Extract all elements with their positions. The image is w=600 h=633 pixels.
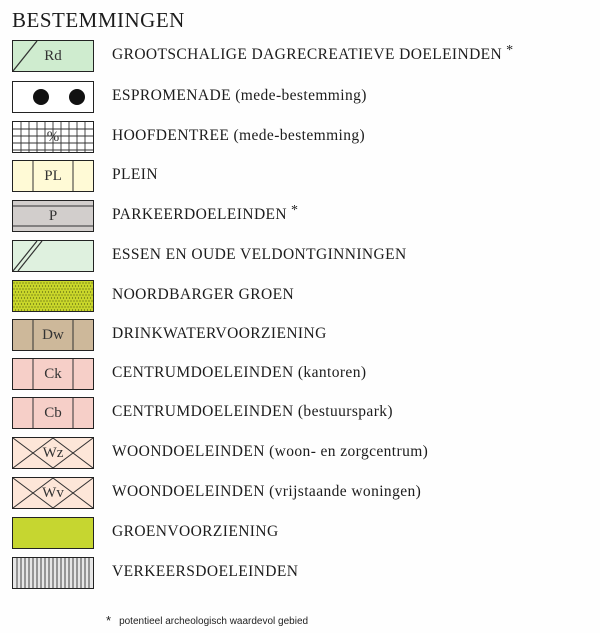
archaeology-asterisk: *	[506, 43, 514, 58]
legend-label	[112, 246, 407, 264]
legend-label	[112, 403, 393, 421]
legend-row	[12, 437, 592, 471]
legend-label	[112, 166, 158, 184]
legend-label-text: GROOTSCHALIGE DAGRECREATIEVE DOELEINDEN	[112, 46, 503, 63]
legend-label	[112, 286, 294, 304]
swatch-code: Cb	[44, 405, 62, 421]
legend-label	[112, 127, 365, 145]
legend-row	[12, 358, 592, 392]
swatch-code: PL	[44, 168, 62, 184]
legend-row	[12, 40, 592, 74]
swatch-pattern-icon	[13, 558, 93, 588]
legend-label-text: VERKEERSDOELEINDEN	[112, 563, 299, 580]
legend-swatch	[12, 200, 94, 232]
legend-label-text: HOOFDENTREE (mede-bestemming)	[112, 127, 366, 144]
legend-label-text: ESSEN EN OUDE VELDONTGINNINGEN	[112, 246, 407, 263]
swatch-code: Ck	[44, 366, 62, 382]
legend-swatch	[12, 477, 94, 509]
legend-label-text: WOONDOELEINDEN (woon- en zorgcentrum)	[112, 443, 429, 460]
legend-row	[12, 240, 592, 274]
swatch-code: Rd	[44, 48, 62, 64]
legend-row	[12, 81, 592, 115]
legend-swatch	[12, 81, 94, 113]
swatch-pattern-icon	[13, 241, 93, 271]
legend-row	[12, 557, 592, 591]
legend-swatch	[12, 40, 94, 72]
legend-label-text: WOONDOELEINDEN (vrijstaande woningen)	[112, 483, 422, 500]
legend-row	[12, 319, 592, 353]
legend-row	[12, 280, 592, 314]
legend-swatch	[12, 319, 94, 351]
legend-swatch	[12, 437, 94, 469]
footnote-asterisk: *	[106, 613, 112, 628]
legend-swatch	[12, 240, 94, 272]
swatch-code: Wz	[42, 445, 64, 461]
legend-label-text: CENTRUMDOELEINDEN (bestuurspark)	[112, 403, 393, 420]
legend-label	[112, 87, 367, 105]
legend-swatch	[12, 358, 94, 390]
legend-label-text: NOORDBARGER GROEN	[112, 286, 295, 303]
swatch-code: Dw	[42, 327, 64, 343]
swatch-pattern-icon	[13, 82, 93, 112]
legend-swatch	[12, 397, 94, 429]
legend-swatch	[12, 160, 94, 192]
archaeology-asterisk: *	[291, 203, 299, 218]
legend-swatch	[12, 557, 94, 589]
legend-row	[12, 160, 592, 194]
legend-row	[12, 121, 592, 155]
legend-row	[12, 200, 592, 234]
legend-title: BESTEMMINGEN	[12, 8, 185, 32]
legend-label	[112, 203, 299, 224]
legend-label	[112, 325, 327, 343]
legend-label	[112, 483, 421, 501]
footnote	[106, 612, 308, 627]
legend-label	[112, 443, 428, 461]
legend-row	[12, 517, 592, 551]
swatch-pattern-icon	[13, 518, 93, 548]
legend-row	[12, 477, 592, 511]
legend-label-text: PLEIN	[112, 166, 158, 183]
legend-label	[112, 364, 366, 382]
legend-row	[12, 397, 592, 431]
legend-swatch	[12, 517, 94, 549]
legend-label-text: PARKEERDOELEINDEN	[112, 206, 287, 223]
swatch-code: P	[48, 208, 58, 224]
swatch-code: %	[46, 129, 60, 145]
legend-label-text: DRINKWATERVOORZIENING	[112, 325, 327, 342]
legend-label-text: ESPROMENADE (mede-bestemming)	[112, 87, 367, 104]
footnote-text: potentieel archeologisch waardevol gebied	[119, 616, 309, 627]
legend-label-text: CENTRUMDOELEINDEN (kantoren)	[112, 364, 367, 381]
legend-swatch	[12, 121, 94, 153]
legend-swatch	[12, 280, 94, 312]
legend-label	[112, 563, 298, 581]
legend-label-text: GROENVOORZIENING	[112, 523, 279, 540]
swatch-code: Wv	[42, 485, 64, 501]
swatch-pattern-icon	[13, 281, 93, 311]
legend-label	[112, 43, 514, 64]
legend-label	[112, 523, 279, 541]
